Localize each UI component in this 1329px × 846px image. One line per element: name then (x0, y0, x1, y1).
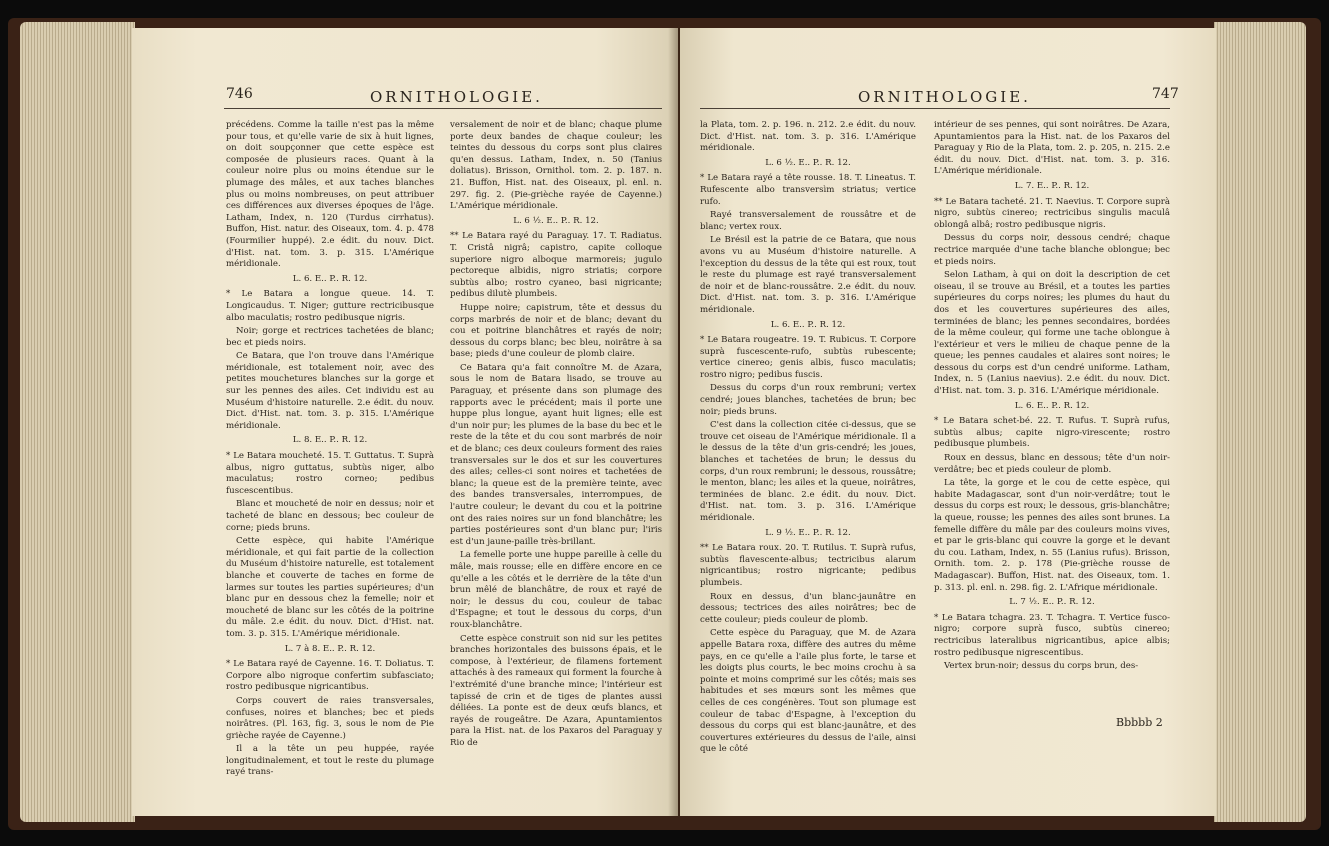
paragraph: Huppe noire; capistrum, tête et dessus du corps marbrés de noir et de blanc; devant du cou et poitrine blanchâtres et rayés de noir; dessous du corps blanc; bec bleu, noirâtre à sa base; pieds d'une couleur de plomb claire. (450, 302, 662, 360)
measurement-line: L. 7. E.. P.. R. 12. (1014, 180, 1090, 191)
measurement-line: L. 8. E.. P.. R. 12. (292, 435, 368, 446)
paragraph: Corps couvert de raies transversales, confuses, noires et blanches; bec et pieds noirâtres. (Pl. 163, fig. 3, sous le nom de Pie grièche rayée de Cayenne.) (226, 695, 434, 741)
paragraph: Vertex brun-noir; dessus du corps brun, des- (944, 661, 1139, 672)
paragraph: Ce Batara qu'a fait connoître M. de Azara, sous le nom de Batara lisado, se trouve au Paraguay, et présente dans son plumage des rapports avec le précédent; mais il porte une huppe plus longue, ayant huit lignes; elle est d'un noir pur; les plumes de la base du bec et le reste de la tête et du cou sont marbrés de noir et de blanc; ces deux couleurs forment des raies transversales sur le dos et sur les couvertures des ailes; celles-ci sont noires et tachetées de blanc; la queue est de la première teinte, avec des bandes transversales, interrompues, de l'autre couleur; le devant du cou et la poitrine ont des raies noires sur un fond blanchâtre; les parties postérieures sont d'un blanc pur; l'iris est d'un jaune-paille très-brillant. (450, 362, 662, 547)
species-entry: ** Le Batara rayé du Paraguay. 17. T. Radiatus. T. Cristâ nigrâ; capistro, capite colloque superiore nigro alboque marmoreis; jugulo pectoreque albidis, nigro striatis; corpore subtùs albo; rostro cyaneo, basi nigricante; pedibus dilutè plumbeis. (450, 231, 662, 300)
measurement-line: L. 6. E.. P.. R. 12. (1014, 400, 1090, 411)
paragraph: Le Brésil est la patrie de ce Batara, que nous avons vu au Muséum d'histoire naturelle. A l'exception du dessus de la tête qui est roux, tout le reste du plumage est rayé transversalement de noir et de blanc-roussâtre. 2.e édit. du nouv. Dict. d'Hist. nat. tom. 3. p. 316. L'Amérique méridionale. (700, 235, 916, 315)
measurement-line: L. 9 ½. E.. P.. R. 12. (765, 527, 851, 538)
paragraph: précédens. Comme la taille n'est pas la même pour tous, et qu'elle varie de six à huit lignes, on doit soupçonner que cette espèce est composée de plusieurs races. Quant à la couleur noire plus ou moins étendue sur le plumage des mâles, et aux taches blanches plus ou moins nombreuses, on peut attribuer ces différences aux diverses époques de l'âge. Latham, Index, n. 120 (Turdus cirrhatus). Buffon, Hist. natur. des Oiseaux, tom. 4. p. 478 (Fourmilier huppé). 2.e édit. du nouv. Dict. d'Hist. nat. tom. 3. p. 315. L'Amérique méridionale. (226, 120, 434, 270)
measurement-line: L. 7 ½. E.. P.. R. 12. (1009, 597, 1095, 608)
measurement-line: L. 6. E.. P.. R. 12. (770, 319, 846, 330)
measurement-line: L. 6 ½. E.. P.. R. 12. (513, 215, 599, 226)
running-head-left: ORNITHOLOGIE. (370, 88, 543, 106)
measurement-line: L. 7 à 8. E.. P.. R. 12. (284, 643, 376, 654)
paragraph: intérieur de ses pennes, qui sont noirâtres. De Azara, Apuntamientos para la Hist. nat. de los Paxaros del Paraguay y Rio de la Plata, tom. 2. p. 205, n. 215. 2.e édit. du nouv. Dict. d'Hist. nat. tom. 3. p. 316. L'Amérique méridionale. (934, 120, 1170, 177)
species-entry: ** Le Batara roux. 20. T. Rutilus. T. Suprà rufus, subtùs flavescente-albus; tectricibus alarum nigricantibus; rostro nigricante; pedibus plumbeis. (700, 543, 916, 588)
page-number-left: 746 (226, 86, 253, 102)
right-column-2 (934, 116, 1170, 675)
page-edges-left (20, 22, 135, 822)
species-entry: ** Le Batara tacheté. 21. T. Naevius. T. Corpore suprà nigro, subtùs cinereo; rectricibus singulis maculâ oblongâ albâ; rostro pedibusque nigris. (934, 196, 1170, 230)
header-rule-left (224, 108, 662, 109)
left-column-1 (226, 116, 434, 781)
left-page (132, 28, 678, 816)
paragraph: Il a la tête un peu huppée, rayée longitudinalement, et tout le reste du plumage rayé trans- (226, 744, 434, 778)
paragraph: Rayé transversalement de roussâtre et de blanc; vertex roux. (700, 210, 916, 232)
left-column-2 (450, 116, 662, 751)
paragraph: Ce Batara, que l'on trouve dans l'Amérique méridionale, est totalement noir, avec des petites mouchetures blanches sur la gorge et sur les pennes des ailes. Cet individu est au Muséum d'histoire naturelle. 2.e édit. du nouv. Dict. d'Hist. nat. tom. 3. p. 315. L'Amérique méridionale. (226, 351, 434, 431)
paragraph: la Plata, tom. 2. p. 196. n. 212. 2.e édit. du nouv. Dict. d'Hist. nat. tom. 3. p. 316. L'Amérique méridionale. (700, 120, 916, 154)
paragraph: C'est dans la collection citée ci-dessus, que se trouve cet oiseau de l'Amérique méridionale. Il a le dessus de la tête d'un gris-cendré; les joues, blanches et tachetées de brun; le dessus du corps, d'un roux rembruni; le dessous, roussâtre; le menton, blanc; les ailes et la queue, noirâtres, terminées de blanc. 2.e édit. du nouv. Dict. d'Hist. nat. tom. 3. p. 316. L'Amérique méridionale. (700, 420, 916, 523)
signature-mark: Bbbbb 2 (1116, 716, 1163, 729)
species-entry: * Le Batara rougeatre. 19. T. Rubicus. T. Corpore suprà fuscescente-rufo, subtùs rubescente; vertice cinereo; genis albis, fusco maculatis; rostro nigro; pedibus fuscis. (700, 335, 916, 380)
paragraph: Dessus du corps d'un roux rembruni; vertex cendré; joues blanches, tachetées de brun; bec noir; pieds bruns. (700, 383, 916, 417)
paragraph: Blanc et moucheté de noir en dessus; noir et tacheté de blanc en dessous; bec couleur de corne; pieds bruns. (226, 499, 434, 533)
running-head-right: ORNITHOLOGIE. (858, 88, 1031, 106)
species-entry: * Le Batara a longue queue. 14. T. Longicaudus. T. Niger; gutture rectricibusque albo maculatis; rostro pedibusque nigris. (226, 289, 434, 323)
paragraph: Cette espèce construit son nid sur les petites branches horizontales des buissons épais, et le compose, à l'extérieur, de filamens fortement attachés à des rameaux qui forment la fourche à l'extrémité d'une branche mince; l'intérieur est tapissé de crin et de tiges de plantes aussi déliées. La ponte est de deux œufs blancs, et rayés de rougeâtre. De Azara, Apuntamientos para la Hist. nat. de los Paxaros del Paraguay y Rio de (450, 633, 662, 748)
species-entry: * Le Batara rayé a tête rousse. 18. T. Lineatus. T. Rufescente albo transversìm striatus; vertice rufo. (700, 173, 916, 207)
paragraph: versalement de noir et de blanc; chaque plume porte deux bandes de chaque couleur; les teintes du dessous du corps sont plus claires qu'en dessus. Latham, Index, n. 50 (Tanius doliatus). Brisson, Ornithol. tom. 2. p. 187. n. 21. Buffon, Hist. nat. des Oiseaux, pl. enl. n. 297. fig. 2. (Pie-grièche rayée de Cayenne.) L'Amérique méridionale. (450, 120, 662, 212)
paragraph: La tête, la gorge et le cou de cette espèce, qui habite Madagascar, sont d'un noir-verdâtre; tout le dessus du corps est roux; le dessous, gris-blanchâtre; la queue, rousse; les pennes des ailes sont brunes. La femelle diffère du mâle par des couleurs moins vives, et par le gris-blanc qui couvre la gorge et le devant du cou. Latham, Index, n. 55 (Lanius rufus). Brisson, Ornith. tom. 2. p. 178 (Pie-grièche rousse de Madagascar). Buffon, Hist. nat. des Oiseaux, tom. 1. p. 313. pl. enl. n. 298. fig. 2. L'Afrique méridionale. (934, 478, 1170, 593)
paragraph: Noir; gorge et rectrices tachetées de blanc; bec et pieds noirs. (226, 326, 434, 348)
measurement-line: L. 6 ½. E.. P.. R. 12. (765, 157, 851, 168)
species-entry: * Le Batara schet-bé. 22. T. Rufus. T. Suprà rufus, subtùs albus; capite nigro-virescente; rostro pedibusque plumbeis. (934, 416, 1170, 450)
header-rule-right (700, 108, 1170, 109)
paragraph: Dessus du corps noir, dessous cendré; chaque rectrice marquée d'une tache blanche oblongue; bec et pieds noirs. (934, 233, 1170, 267)
paragraph: Cette espèce, qui habite l'Amérique méridionale, et qui fait partie de la collection du Muséum d'histoire naturelle, est totalement blanche et couverte de taches en forme de larmes sur toutes les parties supérieures; d'un blanc pur en dessous chez la femelle; noir et moucheté de blanc sur les côtés de la poitrine du mâle. 2.e édit. du nouv. Dict. d'Hist. nat. tom. 3. p. 315. L'Amérique méridionale. (226, 536, 434, 639)
right-column-1 (700, 116, 916, 758)
page-number-right: 747 (1152, 86, 1179, 102)
paragraph: Cette espèce du Paraguay, que M. de Azara appelle Batara roxa, diffère des autres du même pays, en ce qu'elle a l'aile plus forte, le tarse et les doigts plus courts, le bec moins crochu à sa pointe et moins comprimé sur les côtés; mais ses habitudes et ses mœurs sont les mêmes que celles de ces congénères. Tout son plumage est couleur de tabac d'Espagne, à l'exception du dessous du corps qui est blanc-jaunâtre, et des couvertures extérieures du dessus de l'aile, ainsi que le côté (700, 628, 916, 755)
right-page (680, 28, 1216, 816)
species-entry: * Le Batara moucheté. 15. T. Guttatus. T. Suprà albus, nigro guttatus, subtùs niger, albo maculatus; rostro corneo; pedibus fuscescentibus. (226, 451, 434, 496)
paragraph: Selon Latham, à qui on doit la description de cet oiseau, il se trouve au Brésil, et a toutes les parties supérieures du corps noires; les plumes du haut du dos et les couvertures supérieures des ailes, terminées de blanc; les pennes secondaires, bordées de la même couleur, qui forme une tache oblongue à l'extérieur et vers le milieu de chaque penne de la queue; les pennes caudales et alaires sont noires; le dessous du corps est d'un cendré uniforme. Latham, Index, n. 5 (Lanius naevius). 2.e édit. du nouv. Dict. d'Hist. nat. tom. 3. p. 316. L'Amérique méridionale. (934, 270, 1170, 397)
page-edges-right (1214, 22, 1306, 822)
measurement-line: L. 6. E.. P.. R. 12. (292, 273, 368, 284)
species-entry: * Le Batara rayé de Cayenne. 16. T. Doliatus. T. Corpore albo nigroque confertim subfasciato; rostro pedibusque nigricantibus. (226, 659, 434, 693)
paragraph: Roux en dessus, d'un blanc-jaunâtre en dessous; tectrices des ailes noirâtres; bec de cette couleur; pieds couleur de plomb. (700, 591, 916, 625)
paragraph: Roux en dessus, blanc en dessous; tête d'un noir-verdâtre; bec et pieds couleur de plomb. (934, 453, 1170, 475)
species-entry: * Le Batara tchagra. 23. T. Tchagra. T. Vertice fusco-nigro; corpore suprà fusco, subtùs cinereo; rectricibus lateralibus nigricantibus, apice albis; rostro pedibusque nigrescentibus. (934, 612, 1170, 658)
paragraph: La femelle porte une huppe pareille à celle du mâle, mais rousse; elle en diffère encore en ce qu'elle a les côtés et le derrière de la tête d'un brun mêlé de blanchâtre, de roux et rayé de noir; le dessus du cou, couleur de tabac d'Espagne; et tout le dessous du corps, d'un roux-blanchâtre. (450, 550, 662, 630)
